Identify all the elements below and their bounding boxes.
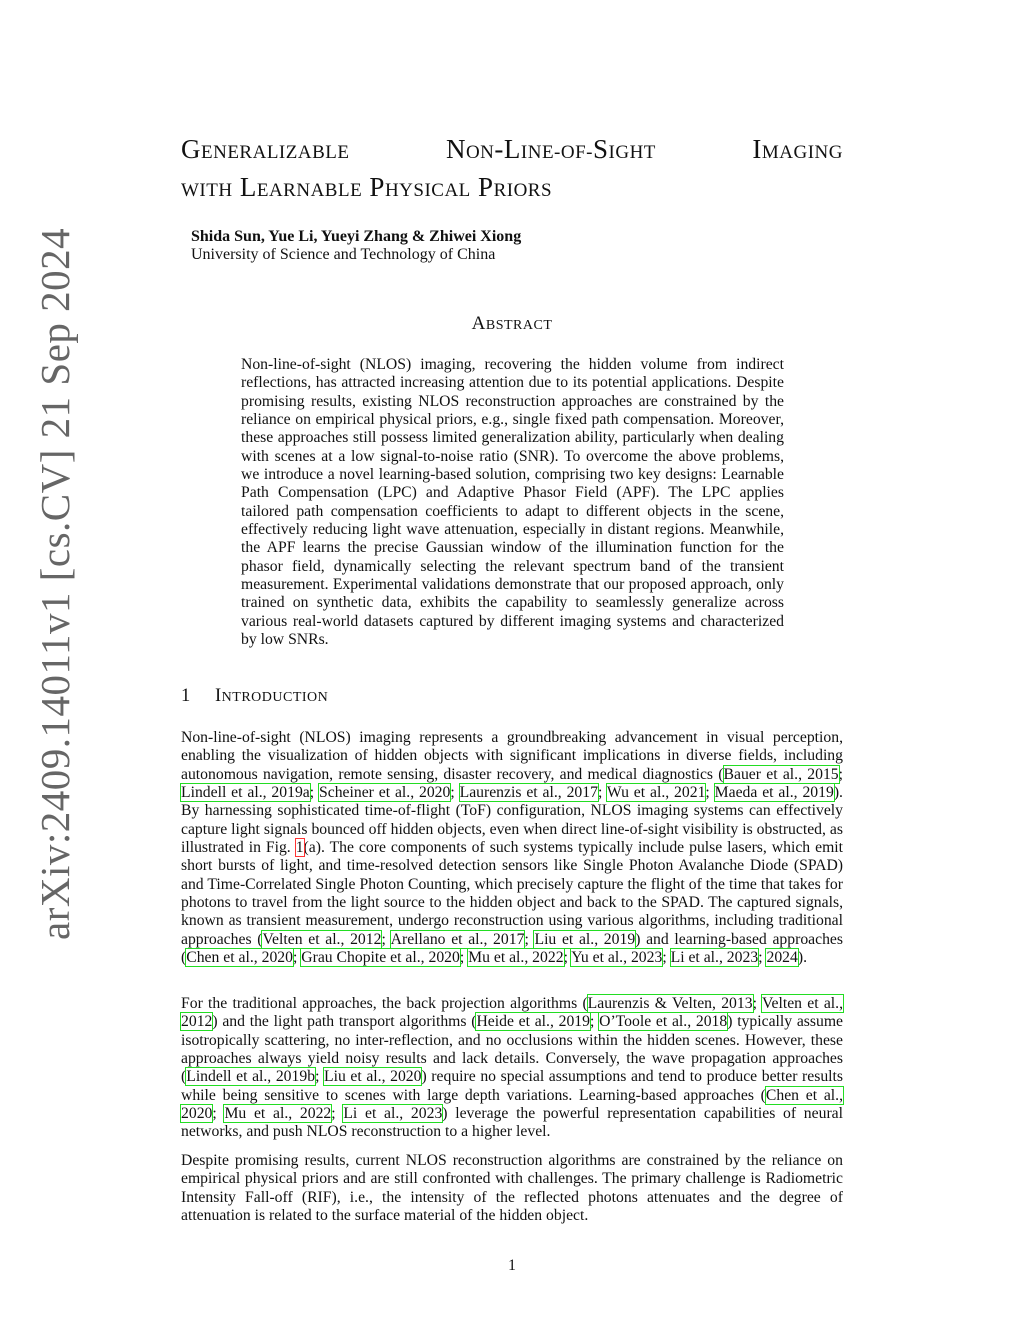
section-number: 1 [181,686,191,706]
citation-link[interactable]: O’Toole et al., 2018 [599,1013,728,1031]
citation-link[interactable]: Maeda et al., 2019 [714,784,834,802]
figure-reference-link[interactable]: 1 [295,839,304,857]
citation-link[interactable]: Mu et al., 2022 [468,949,564,967]
arxiv-identifier: arXiv:2409.14011v1 [cs.CV] 21 Sep 2024 [32,227,78,940]
intro-paragraph-2: For the traditional approaches, the back projection algorithms (Laurenzis & Velten, 2013; Velten et al., 2012) and the light path transport algorithms (Heide et al., 2019; O’Toole et al., 2018) typically assume isotropically scattering, no inter-reflection, and no occlusions within the hidden scenes. However, these approaches always yield noisy results and lack details. Conversely, the wave propagation approaches (Lindell et al., 2019b; Liu et al., 2020) require no special assumptions and tend to produce better results while being sensitive to scenes with large depth variations. Learning-based approaches (Chen et al., 2020; Mu et al., 2022; Li et al., 2023) leverage the powerful representation capabilities of neural networks, and push NLOS reconstruction to a higher level. [181,995,844,1141]
citation-link[interactable]: Arellano et al., 2017 [390,930,525,948]
paper-title [181,132,843,208]
citation-link[interactable]: Chen et al., 2020 [186,949,293,967]
citation-link[interactable]: Laurenzis & Velten, 2013 [587,995,753,1012]
citation-link[interactable]: Li et al., 2023 [670,949,759,967]
citation-link[interactable]: Heide et al., 2019 [476,1013,590,1031]
citation-link[interactable]: Laurenzis et al., 2017 [459,784,598,802]
citation-link[interactable]: Bauer et al., 2015 [723,765,839,783]
title-word-generalizable: GENERALIZABLE [181,134,350,164]
citation-link[interactable]: Lindell et al., 2019a [181,784,310,802]
citation-link[interactable]: 2024 [766,949,798,967]
citation-link[interactable]: Velten et al., 2012 [181,995,844,1031]
title-word-nlos: NON-LINE-OF-SIGHT [445,134,656,164]
citation-link[interactable]: Wu et al., 2021 [606,784,706,802]
citation-link[interactable]: Velten et al., 2012 [262,930,382,948]
citation-link[interactable]: Scheiner et al., 2020 [319,784,451,802]
citation-link[interactable]: Liu et al., 2019 [534,930,636,948]
citation-link[interactable]: Lindell et al., 2019b [186,1068,316,1086]
title-line-1 [181,132,843,170]
intro-paragraph-1: Non-line-of-sight (NLOS) imaging represents a groundbreaking advancement in visual perception, enabling the visualization of hidden objects with significant implications in diverse fields, including autonomous navigation, remote sensing, disaster recovery, and medical diagnostics (Bauer et al., 2015; Lindell et al., 2019a; Scheiner et al., 2020; Laurenzis et al., 2017; Wu et al., 2021; Maeda et al., 2019). By harnessing sophisticated time-of-flight (ToF) configuration, NLOS imaging systems can effectively capture light signals bounced off hidden objects, even when direct line-of-sight visibility is obstructed, as illustrated in Fig. 1(a). The core components of such systems typically include pulse lasers, which emit short bursts of light, and time-resolved detection sensors like Single Photon Avalanche Diode (SPAD) and Time-Correlated Single Photon Counting, which precisely capture the flight of the time that takes for photons to travel from the light source to the hidden object and back to the SPAD. The captured signals, known as transient measurement, undergo reconstruction using various algorithms, including traditional approaches (Velten et al., 2012; Arellano et al., 2017; Liu et al., 2019) and learning-based approaches (Chen et al., 2020; Grau Chopite et al., 2020; Mu et al., 2022; Yu et al., 2023; Li et al., 2023; 2024). [181,729,844,967]
title-line-2: WITH LEARNABLE PHYSICAL PRIORS [181,172,553,202]
abstract-body: Non-line-of-sight (NLOS) imaging, recovering the hidden volume from indirect reflections, has attracted increasing attention due to its potential applications. Despite promising results, existing NLOS reconstruction approaches are constrained by the reliance on empirical physical priors, e.g., single fixed path compensation. Moreover, these approaches still possess limited generalization ability, particularly when dealing with scenes at a low signal-to-noise ratio (SNR). To overcome the above problems, we introduce a novel learning-based solution, comprising two key designs: Learnable Path Compensation (LPC) and Adaptive Phasor Field (APF). The LPC applies tailored path compensation coefficients to adapt to different objects in the scene, effectively reducing light wave attenuation, especially in distant regions. Meanwhile, the APF learns the precise Gaussian window of the illumination function for the phasor field, dynamically selecting the relevant spectrum band of the transient measurement. Experimental validations demonstrate that our proposed approach, only trained on synthetic data, exhibits the capability to seamlessly generalize across various real-world datasets captured by different imaging systems and characterized by low SNRs. [241,356,784,649]
intro-paragraph-3: Despite promising results, current NLOS reconstruction algorithms are constrained by the reliance on empirical physical priors and are still confronted with challenges. The primary challenge is Radiometric Intensity Fall-off (RIF), i.e., the intensity of the reflected photons attenuates and the degree of attenuation is related to the surface material of the hidden object. [181,1152,843,1225]
citation-link[interactable]: Mu et al., 2022 [224,1105,332,1123]
citation-link[interactable]: Grau Chopite et al., 2020 [301,949,460,967]
citation-link[interactable]: Liu et al., 2020 [324,1068,422,1086]
abstract-heading: ABSTRACT [471,313,553,334]
authors: Shida Sun, Yue Li, Yueyi Zhang & Zhiwei Xiong [191,228,522,245]
page-number: 1 [508,1257,516,1274]
section-heading-introduction: 1 INTRODUCTION [181,686,329,706]
affiliation: University of Science and Technology of China [191,246,496,263]
citation-link[interactable]: Li et al., 2023 [343,1105,443,1123]
title-word-imaging: IMAGING [752,134,843,164]
citation-link[interactable]: Yu et al., 2023 [571,949,663,967]
citation-link[interactable]: Chen et al., 2020 [181,1086,843,1123]
